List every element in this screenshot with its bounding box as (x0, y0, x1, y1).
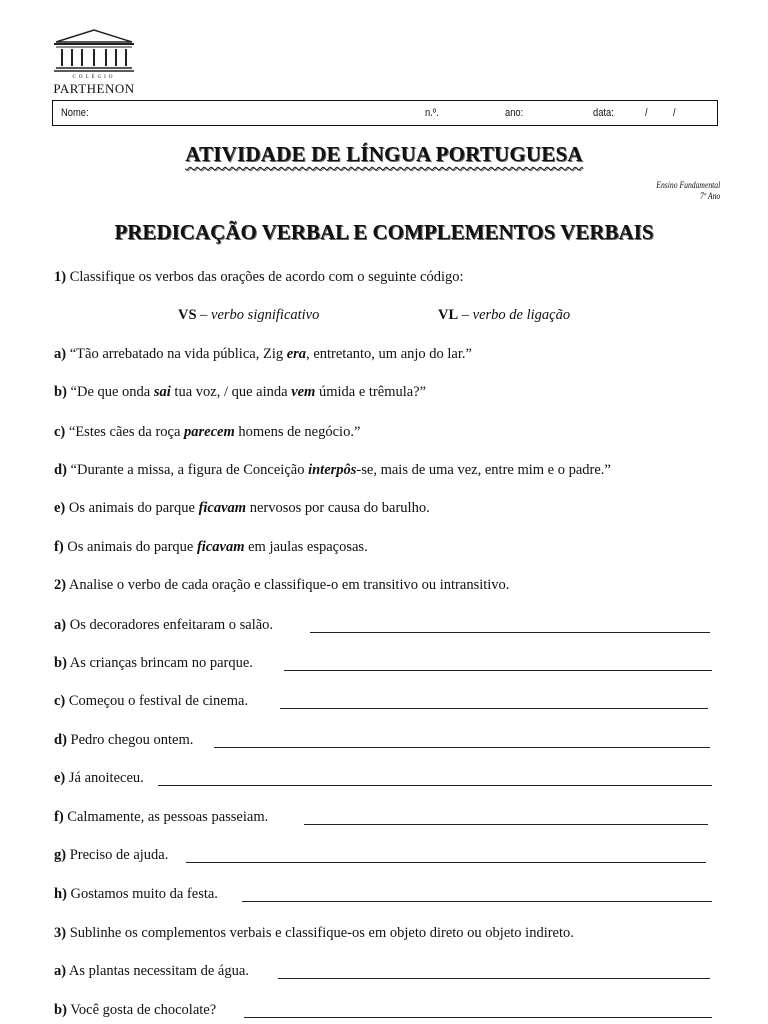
item-label: a) (54, 963, 67, 979)
item-text: As plantas necessitam de água. (68, 963, 249, 979)
code-dash: – (196, 307, 212, 323)
level-line: 7º Ano (699, 191, 720, 201)
item-text: Você gosta de chocolate? (70, 1002, 217, 1018)
logo-subtitle: COLÉGIO (72, 75, 116, 80)
item-text: Preciso de ajuda. (69, 847, 169, 863)
temple-icon (50, 28, 138, 76)
answer-blank[interactable] (280, 708, 708, 709)
item-text: “Estes cães da roça (68, 424, 185, 440)
date-separator: / (645, 107, 648, 119)
item-text: Os animais do parque (67, 539, 197, 555)
item-text: “Tão arrebatado na vida pública, Zig (69, 346, 287, 362)
question-number: 1) (54, 269, 67, 285)
item-text: , entretanto, um anjo do lar.” (306, 346, 472, 362)
item-label: a) (54, 346, 67, 362)
item-text: nervosos por causa do barulho. (246, 500, 430, 516)
answer-blank[interactable] (244, 1017, 712, 1018)
list-item (54, 424, 360, 441)
list-item (54, 500, 430, 517)
item-label: g) (54, 847, 67, 863)
list-item (54, 346, 472, 363)
question-number: 2) (54, 577, 67, 593)
item-verb: ficavam (196, 539, 245, 555)
item-text: tua voz, / que ainda (170, 384, 292, 400)
item-text: úmida e trêmula?” (315, 384, 427, 400)
item-text: As crianças brincam no parque. (69, 655, 253, 671)
item-label: f) (54, 809, 64, 825)
question-2 (54, 577, 509, 594)
item-text: em jaulas espaçosas. (244, 539, 368, 555)
item-text: Calmamente, as pessoas passeiam. (67, 809, 269, 825)
level-line: Ensino Fundamental (656, 180, 720, 190)
answer-row (54, 963, 249, 980)
answer-row (54, 809, 268, 826)
item-text: Os decoradores enfeitaram o salão. (69, 617, 274, 633)
answer-row (54, 617, 273, 634)
item-verb: ficavam (198, 500, 247, 516)
code-abbr: VS (178, 307, 197, 323)
answer-row (54, 655, 253, 672)
code-dash: – (458, 307, 473, 323)
code-vl (438, 307, 570, 324)
item-label: d) (54, 732, 67, 748)
answer-blank[interactable] (158, 785, 712, 786)
code-desc: verbo de ligação (472, 307, 571, 323)
student-info-box (52, 100, 718, 126)
item-text: Começou o festival de cinema. (68, 693, 249, 709)
name-label: Nome: (61, 107, 89, 119)
item-verb: sai (153, 384, 171, 400)
answer-row (54, 693, 248, 710)
school-logo (50, 28, 138, 98)
item-text: “Durante a missa, a figura de Conceição (70, 462, 309, 478)
item-label: h) (54, 886, 67, 902)
question-text: Classifique os verbos das orações de acordo com o seguinte código: (69, 269, 464, 285)
item-verb: parecem (184, 424, 235, 440)
list-item (54, 462, 611, 479)
item-label: b) (54, 655, 67, 671)
list-item (54, 384, 426, 401)
question-text: Analise o verbo de cada oração e classifique-o em transitivo ou intransitivo. (68, 577, 510, 593)
item-verb: interpôs (308, 462, 357, 478)
item-label: b) (54, 384, 67, 400)
answer-blank[interactable] (278, 978, 710, 979)
question-3 (54, 925, 574, 942)
date-label: data: (593, 107, 614, 119)
item-label: e) (54, 500, 66, 516)
item-text: “De que onda (70, 384, 154, 400)
page-title: ATIVIDADE DE LÍNGUA PORTUGUESA (185, 142, 583, 166)
number-label: n.º. (425, 107, 439, 119)
item-text: -se, mais de uma vez, entre mim e o padre.” (356, 462, 611, 478)
date-separator: / (673, 107, 676, 119)
school-name: PARTHENON (53, 81, 135, 96)
item-verb: vem (291, 384, 316, 400)
answer-blank[interactable] (304, 824, 708, 825)
question-number: 3) (54, 925, 67, 941)
code-vs (178, 307, 319, 324)
item-text: Os animais do parque (68, 500, 199, 516)
question-1 (54, 269, 464, 286)
answer-row (54, 770, 144, 787)
item-label: d) (54, 462, 67, 478)
code-abbr: VL (438, 307, 459, 323)
answer-blank[interactable] (242, 901, 712, 902)
answer-row (54, 732, 193, 749)
item-label: e) (54, 770, 66, 786)
item-label: f) (54, 539, 64, 555)
answer-blank[interactable] (186, 862, 706, 863)
item-label: a) (54, 617, 67, 633)
answer-row (54, 847, 168, 864)
item-label: c) (54, 693, 66, 709)
year-label: ano: (505, 107, 524, 119)
grade-level (656, 180, 720, 202)
item-text: Já anoiteceu. (68, 770, 144, 786)
answer-blank[interactable] (310, 632, 710, 633)
item-label: c) (54, 424, 66, 440)
section-title: PREDICAÇÃO VERBAL E COMPLEMENTOS VERBAIS (114, 220, 654, 244)
answer-blank[interactable] (284, 670, 712, 671)
answer-blank[interactable] (214, 747, 710, 748)
item-label: b) (54, 1002, 67, 1018)
answer-row (54, 886, 218, 903)
question-text: Sublinhe os complementos verbais e classifique-os em objeto direto ou objeto indireto. (69, 925, 574, 941)
item-text: Gostamos muito da festa. (70, 886, 218, 902)
item-text: homens de negócio.” (234, 424, 361, 440)
item-text: Pedro chegou ontem. (70, 732, 194, 748)
code-desc: verbo significativo (211, 307, 320, 323)
list-item (54, 539, 368, 556)
answer-row (54, 1002, 216, 1019)
item-verb: era (286, 346, 307, 362)
